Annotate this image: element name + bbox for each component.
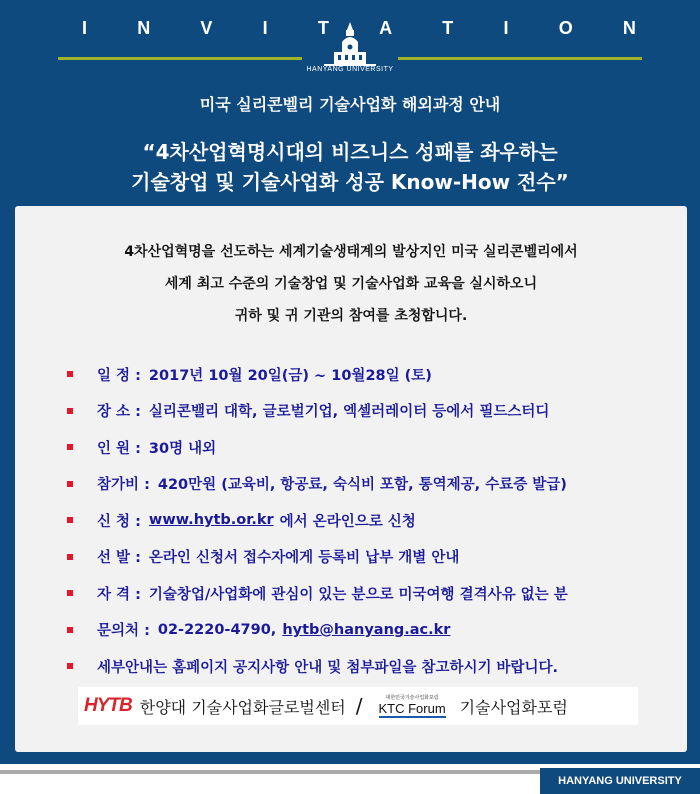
detail-key: 자 격 : <box>97 586 141 603</box>
detail-item-apply <box>67 502 568 539</box>
detail-item-capacity <box>67 429 568 466</box>
detail-key: 참가비 : <box>97 477 150 494</box>
divider-left <box>58 57 302 60</box>
bullet-icon <box>67 408 73 414</box>
center-name: 한양대 기술사업화글로벌센터 <box>139 697 346 717</box>
detail-value: 실리콘밸리 대학, 글로벌기업, 엑셀러레이터 등에서 필드스터디 <box>148 404 550 421</box>
email-link[interactable]: hytb@hanyang.ac.kr <box>282 621 451 638</box>
detail-key: 일 정 : <box>97 367 141 384</box>
bullet-icon <box>67 590 73 596</box>
invitation-letter: N <box>622 18 636 38</box>
clock-tower-icon <box>318 20 382 68</box>
divider-right <box>398 57 642 60</box>
ktc-logo-text: KTC Forum <box>378 701 446 716</box>
detail-key: 인 원 : <box>97 440 141 457</box>
logo-bar <box>78 687 638 725</box>
detail-value: 세부안내는 홈페이지 공지사항 안내 및 첨부파일을 참고하시기 바랍니다. <box>97 659 559 676</box>
detail-value: 2017년 10월 20일(금) ~ 10월28일 (토) <box>148 367 432 384</box>
invitation-letter: I <box>82 18 88 38</box>
invitation-letter: I <box>262 18 268 38</box>
bullet-icon <box>67 517 73 523</box>
detail-item-schedule <box>67 356 568 393</box>
intro-text <box>15 236 687 332</box>
website-link[interactable]: www.hytb.or.kr <box>148 512 274 529</box>
headline-line: “4차산업혁명시대의 비즈니스 성패를 좌우하는 <box>142 140 558 164</box>
bullet-icon <box>67 371 73 377</box>
invitation-letter: A <box>379 18 393 38</box>
university-label: HANYANG UNIVERSITY <box>306 66 394 73</box>
detail-value: 온라인 신청서 접수자에게 등록비 납부 개별 안내 <box>148 550 460 567</box>
detail-value: 기술창업/사업화에 관심이 있는 분으로 미국여행 결격사유 없는 분 <box>148 586 568 603</box>
ktc-small-text: 대한민국기술사업화포럼 <box>385 695 439 701</box>
detail-item-location <box>67 393 568 430</box>
detail-key: 선 발 : <box>97 550 141 567</box>
intro-line: 세계 최고 수준의 기술창업 및 기술사업화 교육을 실시하오니 <box>164 276 538 292</box>
invitation-letter: T <box>317 18 329 38</box>
detail-item-selection <box>67 539 568 576</box>
ktc-forum-logo <box>379 694 446 718</box>
intro-line: 귀하 및 귀 기관의 참여를 초청합니다. <box>234 308 468 324</box>
invitation-letter: V <box>200 18 213 38</box>
detail-item-fee <box>67 466 568 503</box>
bullet-icon <box>67 627 73 633</box>
intro-line: 4차산업혁명을 선도하는 세계기술생태계의 발상지인 미국 실리콘벨리에서 <box>124 244 578 260</box>
detail-value: 420만원 (교육비, 항공료, 숙식비 포함, 통역제공, 수료증 발급) <box>157 477 567 494</box>
detail-item-contact <box>67 612 568 649</box>
forum-name: 기술사업화포럼 <box>459 697 568 717</box>
footer-university: HANYANG UNIVERSITY <box>540 768 700 794</box>
bullet-icon <box>67 481 73 487</box>
detail-value: 02-2220-4790, <box>157 621 277 638</box>
invitation-letter: I <box>503 18 509 38</box>
bullet-icon <box>67 663 73 669</box>
hytb-logo: HYTB <box>84 695 132 716</box>
detail-list <box>67 356 568 685</box>
bullet-icon <box>67 444 73 450</box>
invitation-letter: O <box>558 18 573 38</box>
headline-line: 기술창업 및 기술사업화 성공 Know-How 전수” <box>131 170 569 194</box>
content-panel <box>15 206 687 752</box>
header <box>0 0 700 200</box>
detail-key: 장 소 : <box>97 404 141 421</box>
detail-value: 30명 내외 <box>148 440 217 457</box>
detail-item-eligibility <box>67 575 568 612</box>
detail-key: 문의처 : <box>97 623 150 640</box>
invitation-letter: T <box>442 18 454 38</box>
detail-key: 신 청 : <box>97 513 141 530</box>
subtitle: 미국 실리콘벨리 기술사업화 해외과정 안내 <box>199 95 501 114</box>
detail-value: 에서 온라인으로 신청 <box>279 513 416 530</box>
invitation-letter: N <box>137 18 151 38</box>
bullet-icon <box>67 554 73 560</box>
headline <box>0 137 700 197</box>
detail-item-note <box>67 648 568 685</box>
logo-separator: / <box>355 694 363 718</box>
